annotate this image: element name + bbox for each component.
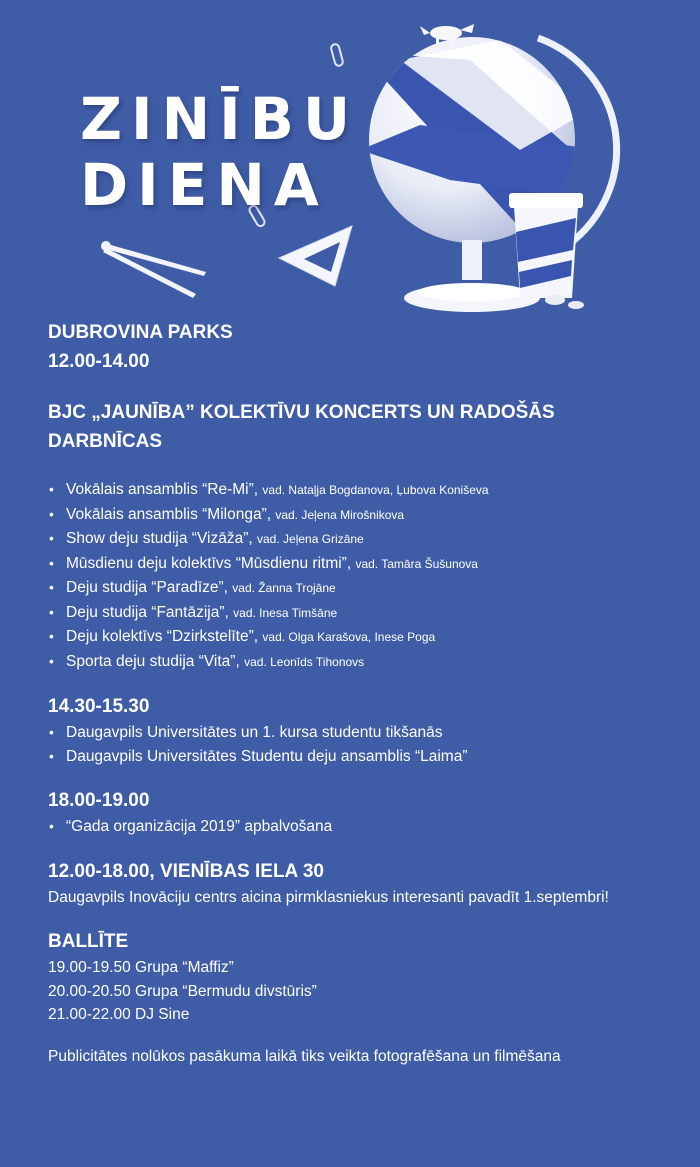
group-name: Vokālais ansamblis “Re-Mi”, bbox=[66, 481, 259, 498]
location-name: DUBROVINA PARKS bbox=[48, 322, 233, 343]
group-leader: vad. Olga Karašova, Inese Poga bbox=[262, 630, 436, 644]
list-item bbox=[48, 527, 668, 552]
set-square-icon bbox=[279, 226, 352, 286]
list-item: • Daugavpils Universitātes Studentu deju ansamblis “Laima” bbox=[48, 745, 668, 769]
innovation-heading: 12.00-18.00, VIENĪBAS IELA 30 bbox=[48, 860, 324, 882]
session3-time: 18.00-19.00 bbox=[48, 790, 150, 811]
program-content bbox=[48, 318, 668, 1068]
list-item: • Daugavpils Universitātes un 1. kursa studentu tikšanās bbox=[48, 721, 668, 745]
list-item bbox=[48, 650, 668, 675]
list-item: • “Gada organizācija 2019” apbalvošana bbox=[48, 815, 668, 839]
list-item bbox=[48, 478, 668, 503]
group-leader: vad. Žanna Trojāne bbox=[232, 581, 336, 595]
group-name: Show deju studija “Vizāža”, bbox=[66, 530, 253, 547]
list-item bbox=[48, 601, 668, 626]
hero-banner bbox=[0, 0, 700, 320]
location-time: 12.00-14.00 bbox=[48, 351, 150, 372]
list-item bbox=[48, 503, 668, 528]
title-line-2: DIENA bbox=[80, 151, 328, 219]
concert-list bbox=[48, 478, 668, 674]
compass-tool-icon bbox=[101, 241, 206, 298]
group-leader: vad. Inesa Timšāne bbox=[233, 605, 338, 620]
group-leader: vad. Jeļena Mirošnikova bbox=[275, 507, 405, 522]
group-leader: vad. Jeļena Grizāne bbox=[257, 532, 364, 546]
group-name: Deju kolektīvs “Dzirkstelīte”, bbox=[66, 628, 259, 645]
party-line: 21.00-22.00 DJ Sine bbox=[48, 1006, 190, 1023]
party-line: 19.00-19.50 Grupa “Maffiz” bbox=[48, 959, 234, 976]
coffee-cup-icon bbox=[509, 193, 584, 309]
concert-heading: BJC „JAUNĪBA” KOLEKTĪVU KONCERTS UN RADOŠĀS DARBNĪCAS bbox=[48, 402, 555, 452]
party-line: 20.00-20.50 Grupa “Bermudu divstūris” bbox=[48, 982, 317, 1000]
list-item bbox=[48, 625, 668, 650]
group-leader: vad. Nataļja Bogdanova, Ļubova Konіševa bbox=[262, 483, 489, 497]
group-name: Deju studija “Fantāzija”, bbox=[66, 603, 229, 621]
group-leader: vad. Leonīds Tihonovs bbox=[244, 654, 365, 669]
group-leader: vad. Tamāra Šušunova bbox=[355, 556, 478, 571]
group-name: Mūsdienu deju kolektīvs “Mūsdienu ritmi”, bbox=[66, 554, 352, 572]
group-name: Vokālais ansamblis “Milonga”, bbox=[66, 505, 272, 523]
innovation-text: Daugavpils Inovāciju centrs aicina pirmklasniekus interesanti pavadīt 1.septembri! bbox=[48, 888, 609, 906]
session3-list bbox=[48, 815, 668, 839]
party-heading: BALLĪTE bbox=[48, 931, 129, 952]
list-item bbox=[48, 552, 668, 577]
session2-time: 14.30-15.30 bbox=[48, 696, 150, 717]
list-item bbox=[48, 576, 668, 601]
title-line-1: ZINĪBU bbox=[80, 85, 360, 153]
group-name: Deju studija “Paradīze”, bbox=[66, 579, 228, 596]
session2-list bbox=[48, 721, 668, 768]
group-name: Sporta deju studija “Vita”, bbox=[66, 652, 240, 670]
footer-note: Publicitātes nolūkos pasākuma laikā tiks veikta fotografēšana un filmēšana bbox=[48, 1047, 561, 1065]
